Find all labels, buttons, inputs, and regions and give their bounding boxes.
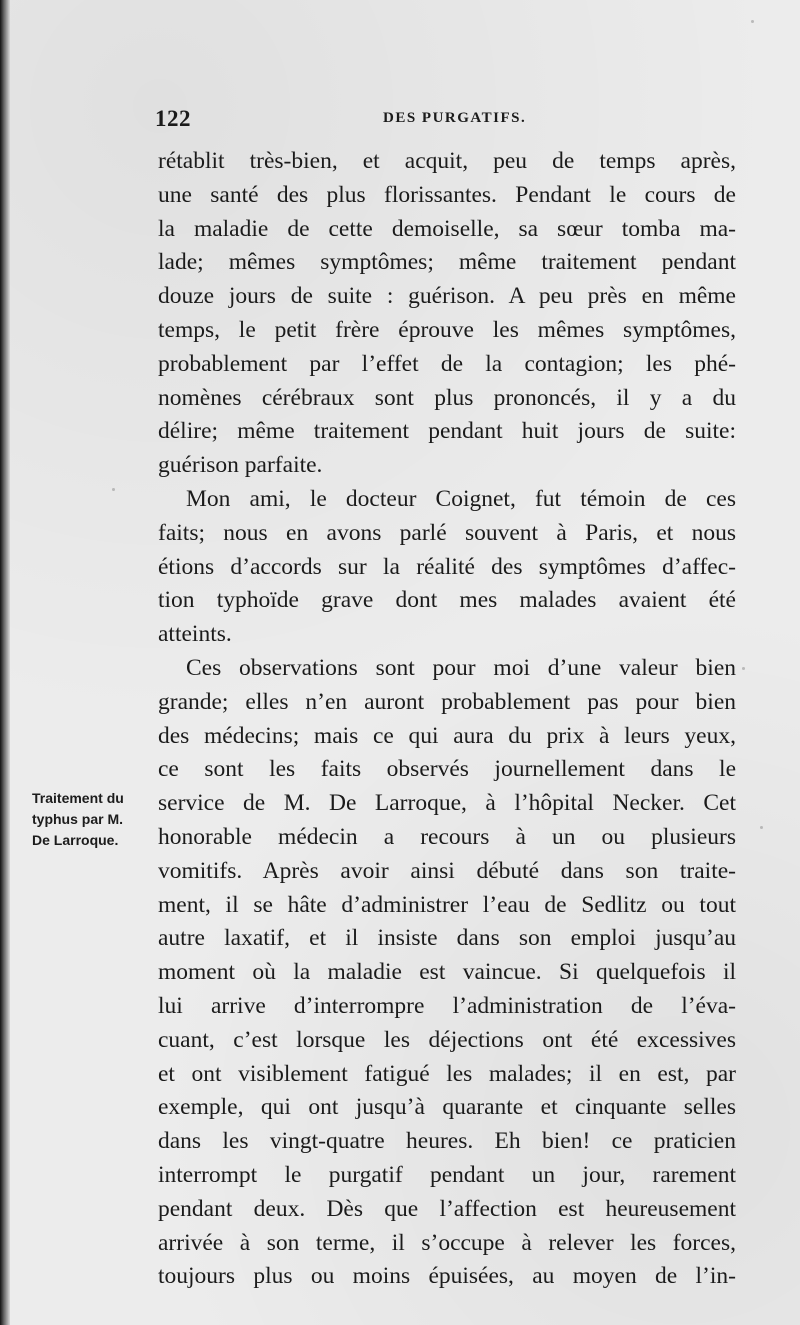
margin-note-line: De Larroque. [32,832,119,848]
text-line: ce sont les faits observés journellement dans le [158,756,736,783]
text-line: guérison parfaite. [158,452,323,479]
text-line: service de M. De Larroque, à l’hôpital Necker. Cet [158,790,736,817]
text-line: arrivée à son terme, il s’occupe à relever les forces, [158,1229,736,1256]
text-line: interrompt le purgatif pendant un jour, rarement [158,1161,736,1188]
text-line: vomitifs. Après avoir ainsi débuté dans son traite- [158,857,736,884]
text-line: ment, il se hâte d’administrer l’eau de Sedlitz ou tout [158,891,736,918]
text-line: délire; même traitement pendant huit jours de suite: [158,418,736,445]
text-line: cuant, c’est lorsque les déjections ont été excessives [158,1026,736,1053]
text-line: la maladie de cette demoiselle, sa sœur tomba ma- [158,215,736,242]
text-line: temps, le petit frère éprouve les mêmes symptômes, [158,316,736,343]
paper-speck [751,20,754,23]
text-line: nomènes cérébraux sont plus prononcés, il y a du [158,384,736,411]
margin-note-line: typhus par M. [32,811,124,827]
text-line: autre laxatif, et il insiste dans son emploi jusqu’au [158,925,736,952]
running-title: DES PURGATIFS. [383,110,527,126]
text-line: grande; elles n’en auront probablement pas pour bien [158,688,736,715]
text-line: étions d’accords sur la réalité des symptômes d’affec- [158,553,736,580]
text-line: Mon ami, le docteur Coignet, fut témoin de ces [186,485,736,512]
text-line: dans les vingt-quatre heures. Eh bien! ce praticien [158,1128,736,1155]
margin-note [32,788,150,851]
paper-speck [760,826,763,829]
text-line: exemple, qui ont jusqu’à quarante et cinquante selles [158,1094,736,1121]
page-number: 122 [155,106,191,131]
text-line: douze jours de suite : guérison. A peu près en même [158,283,736,310]
text-line: toujours plus ou moins épuisées, au moyen de l’in- [158,1263,736,1290]
text-line: faits; nous en avons parlé souvent à Paris, et nous [158,519,736,546]
paper-speck [112,488,115,491]
text-line: et ont visiblement fatigué les malades; il en est, par [158,1060,736,1087]
text-line: honorable médecin a recours à un ou plusieurs [158,823,736,850]
main-text [158,145,736,1294]
page-header [155,106,735,140]
text-line: lui arrive d’interrompre l’administration de l’éva- [158,992,736,1019]
text-line: moment où la maladie est vaincue. Si quelquefois il [158,959,736,986]
text-line: atteints. [158,621,232,648]
text-line: rétablit très-bien, et acquit, peu de temps après, [158,148,736,174]
text-line: une santé des plus florissantes. Pendant le cours de [158,181,736,208]
text-line: des médecins; mais ce qui aura du prix à leurs yeux, [158,722,736,749]
margin-note-line: Traitement du [32,790,124,806]
paper-speck [742,667,745,670]
text-line: Ces observations sont pour moi d’une valeur bien [186,654,736,681]
text-line: probablement par l’effet de la contagion; les phé- [158,350,736,377]
page-binding-edge [0,0,10,1325]
text-line: lade; mêmes symptômes; même traitement pendant [158,249,736,276]
text-line: tion typhoïde grave dont mes malades avaient été [158,587,736,614]
text-line: pendant deux. Dès que l’affection est heureusement [158,1195,736,1222]
